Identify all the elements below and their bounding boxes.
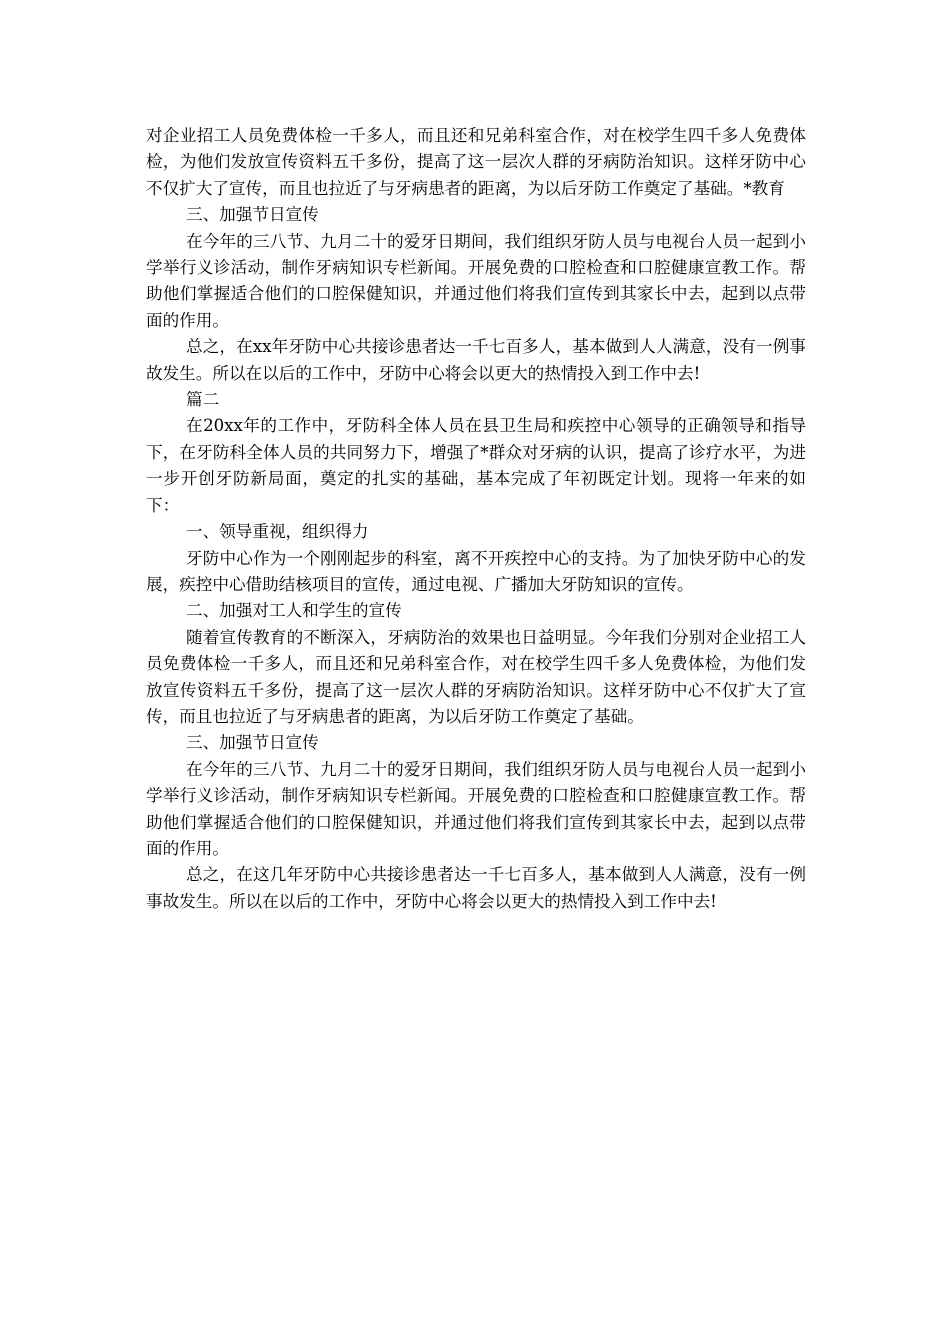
paragraph-workers-students: 随着宣传教育的不断深入，牙病防治的效果也日益明显。今年我们分别对企业招工人员免费体检一千多人，而且还和兄弟科室合作，对在校学生四千多人免费体检，为他们发放宣传资料五千多份，提高了这一层次人群的牙病防治知识。这样牙防中心不仅扩大了宣传，而且也拉近了与牙病患者的距离，为以后牙防工作奠定了基础。 [146,627,806,726]
paragraph-leadership: 牙防中心作为一个刚刚起步的科室，离不开疾控中心的支持。为了加快牙防中心的发展，疾控中心借助结核项目的宣传，通过电视、广播加大牙防知识的宣传。 [146,548,806,594]
paragraph-summary: 总之，在xx年牙防中心共接诊患者达一千七百多人，基本做到人人满意，没有一例事故发生。所以在以后的工作中，牙防中心将会以更大的热情投入到工作中去! [146,337,806,383]
paragraph-intro-part-two: 在20xx年的工作中，牙防科全体人员在县卫生局和疾控中心领导的正确领导和指导下，在牙防科全体人员的共同努力下，增强了*群众对牙病的认识，提高了诊疗水平，为进一步开创牙防新局面，奠定的扎实的基础，基本完成了年初既定计划。现将一年来的如下： [146,416,806,515]
paragraph-festival-activities: 在今年的三八节、九月二十的爱牙日期间，我们组织牙防人员与电视台人员一起到小学举行义诊活动，制作牙病知识专栏新闻。开展免费的口腔检查和口腔健康宣教工作。帮助他们掌握适合他们的口腔保健知识，并通过他们将我们宣传到其家长中去，起到以点带面的作用。 [146,231,806,330]
section-heading-part-two: 篇二 [186,390,220,410]
section-heading-leadership: 一、领导重视，组织得力 [186,522,369,542]
document-body [146,123,806,915]
paragraph-summary-2: 总之，在这几年牙防中心共接诊患者达一千七百多人，基本做到人人满意，没有一例事故发生。所以在以后的工作中，牙防中心将会以更大的热情投入到工作中去! [146,865,806,911]
paragraph-festival-activities-2: 在今年的三八节、九月二十的爱牙日期间，我们组织牙防人员与电视台人员一起到小学举行义诊活动，制作牙病知识专栏新闻。开展免费的口腔检查和口腔健康宣教工作。帮助他们掌握适合他们的口腔保健知识，并通过他们将我们宣传到其家长中去，起到以点带面的作用。 [146,759,806,858]
section-heading-festival-publicity: 三、加强节日宣传 [186,205,319,225]
paragraph-1: 对企业招工人员免费体检一千多人，而且还和兄弟科室合作，对在校学生四千多人免费体检，为他们发放宣传资料五千多份，提高了这一层次人群的牙病防治知识。这样牙防中心不仅扩大了宣传，而且也拉近了与牙病患者的距离，为以后牙防工作奠定了基础。*教育 [146,126,806,198]
section-heading-workers-students: 二、加强对工人和学生的宣传 [186,601,402,621]
section-heading-festival-publicity-2: 三、加强节日宣传 [186,733,319,753]
